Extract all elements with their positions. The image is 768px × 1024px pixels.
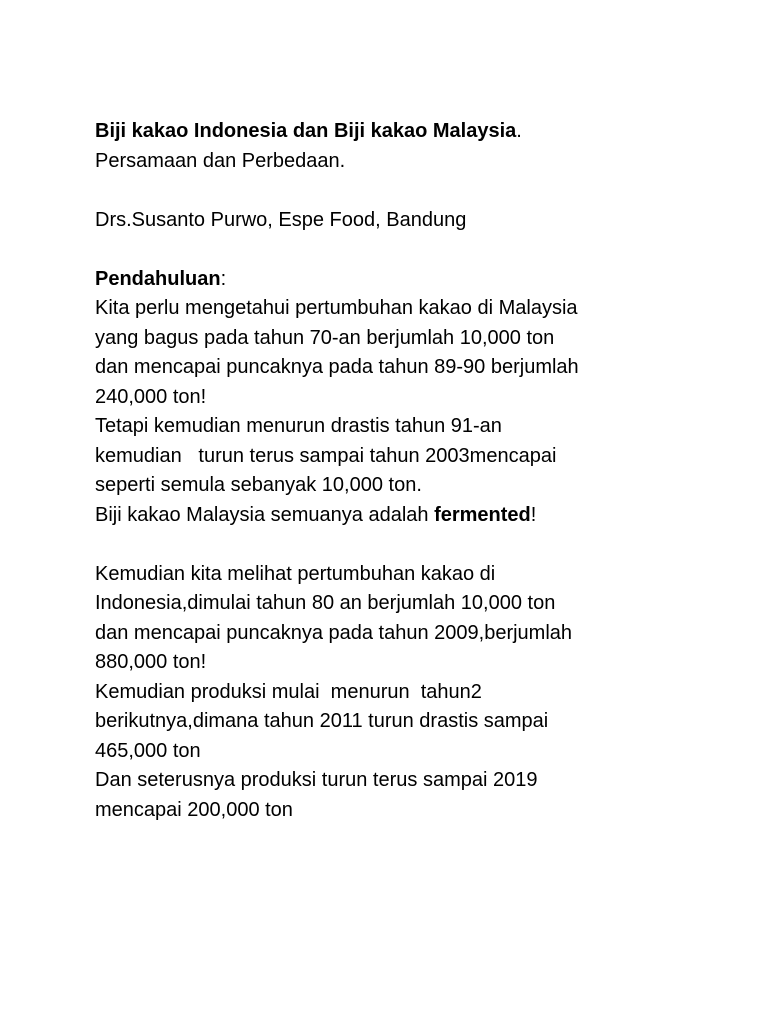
paragraph-line: Tetapi kemudian menurun drastis tahun 91-an xyxy=(95,415,502,437)
heading-colon: : xyxy=(220,267,227,290)
paragraph-malaysia xyxy=(95,294,735,530)
spacer xyxy=(95,235,735,265)
paragraph-line: berikutnya,dimana tahun 2011 turun drastis sampai xyxy=(95,710,549,732)
paragraph-line: Kemudian produksi mulai menurun tahun2 xyxy=(95,680,482,703)
spacer xyxy=(95,530,735,560)
paragraph-line: kemudian turun terus sampai tahun 2003mencapai xyxy=(95,444,557,467)
paragraph-line: Indonesia,dimulai tahun 80 an berjumlah 10,000 ton xyxy=(95,592,556,614)
paragraph-line: dan mencapai puncaknya pada tahun 89-90 berjumlah xyxy=(95,356,579,378)
title-bold-text: Biji kakao Indonesia dan Biji kakao Malaysia xyxy=(95,120,517,142)
spacer xyxy=(95,176,735,206)
section-heading xyxy=(95,265,735,295)
heading-text: Pendahuluan xyxy=(95,267,221,290)
title-period: . xyxy=(516,120,522,142)
fermented-prefix: Biji kakao Malaysia semuanya adalah xyxy=(95,503,435,526)
document-title xyxy=(95,117,735,147)
paragraph-line: dan mencapai puncaknya pada tahun 2009,berjumlah xyxy=(95,621,573,644)
paragraph-line: Dan seterusnya produksi turun terus sampai 2019 xyxy=(95,769,538,791)
fermented-line xyxy=(95,501,735,531)
paragraph-line: 880,000 ton! xyxy=(95,651,207,673)
document-subtitle: Persamaan dan Perbedaan. xyxy=(95,149,346,172)
document-page xyxy=(95,117,735,825)
fermented-suffix: ! xyxy=(530,503,537,526)
paragraph-line: Kita perlu mengetahui pertumbuhan kakao di Malaysia xyxy=(95,297,578,319)
author-line: Drs.Susanto Purwo, Espe Food, Bandung xyxy=(95,208,467,231)
paragraph-line: 465,000 ton xyxy=(95,739,201,762)
paragraph-line: seperti semula sebanyak 10,000 ton. xyxy=(95,474,422,496)
fermented-bold-text: fermented xyxy=(434,503,531,526)
paragraph-line: mencapai 200,000 ton xyxy=(95,798,293,821)
paragraph-line: 240,000 ton! xyxy=(95,385,207,408)
paragraph-line: Kemudian kita melihat pertumbuhan kakao di xyxy=(95,562,496,585)
paragraph-indonesia xyxy=(95,560,735,826)
paragraph-line: yang bagus pada tahun 70-an berjumlah 10,000 ton xyxy=(95,326,555,349)
